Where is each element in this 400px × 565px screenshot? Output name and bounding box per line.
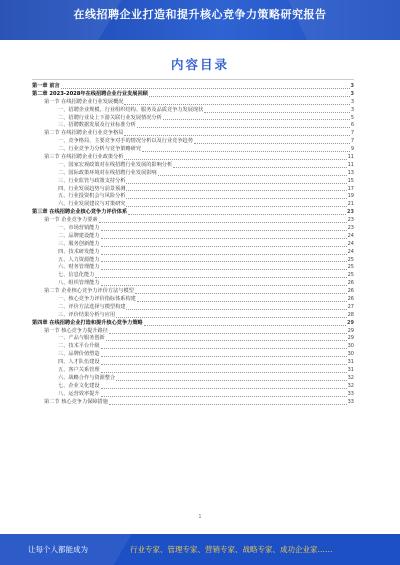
toc-leader-dots [101, 246, 347, 247]
table-of-contents [32, 83, 354, 407]
toc-entry-title: 三、招聘数据发展及行业标准分析 [58, 122, 136, 129]
toc-entry-page: 6 [350, 122, 354, 129]
toc-entry-title: 三、品牌价值塑造 [58, 351, 100, 358]
toc-entry-title: 二、品牌建设能力 [58, 232, 100, 239]
toc-entry-page: 32 [347, 382, 354, 389]
toc-entry-page: 3 [350, 98, 354, 105]
toc-entry-page: 31 [347, 367, 354, 374]
toc-entry[interactable] [32, 304, 354, 312]
page-header-banner [0, 0, 400, 40]
toc-leader-dots [126, 190, 346, 191]
toc-entry[interactable] [32, 312, 354, 320]
toc-entry[interactable] [32, 233, 354, 241]
toc-entry[interactable] [32, 170, 354, 178]
toc-entry[interactable] [32, 217, 354, 225]
toc-entry[interactable] [32, 209, 354, 217]
toc-leader-dots [101, 261, 347, 262]
toc-entry-page: 29 [347, 335, 354, 342]
toc-entry-title: 五、客户关系管理 [58, 367, 100, 374]
toc-leader-dots [109, 404, 347, 405]
toc-entry-title: 二、国际政策环境对在线招聘行业发展影响 [58, 169, 157, 176]
toc-entry-page: 27 [347, 303, 354, 310]
toc-leader-dots [116, 380, 347, 381]
toc-leader-dots [135, 293, 347, 294]
toc-heading: 内容目录 [170, 57, 229, 72]
toc-leader-dots [163, 119, 350, 120]
toc-entry[interactable] [32, 391, 354, 399]
toc-leader-dots [144, 325, 346, 326]
toc-leader-dots [126, 183, 346, 184]
toc-entry-title: 一、竞争格局、主要竞争对手的情况分析以及行业竞争趋势 [58, 138, 193, 145]
toc-entry-title: 第一节 在线招聘企业行业发展概况 [44, 98, 124, 105]
toc-entry-title: 六、财务管理能力 [58, 264, 100, 271]
toc-entry-title: 四、技术研发能力 [58, 248, 100, 255]
toc-entry-title: 第二章 2023-2028年在线招聘企业行业发展回顾 [32, 90, 148, 97]
toc-entry-title: 第三节 在线招聘企业行业政策分析 [44, 154, 124, 160]
toc-entry-page: 26 [347, 288, 354, 295]
toc-leader-dots [101, 372, 347, 373]
toc-entry-page: 25 [347, 272, 354, 279]
toc-leader-dots [126, 198, 346, 199]
toc-entry[interactable] [32, 91, 354, 99]
toc-entry[interactable] [32, 375, 354, 383]
toc-leader-dots [173, 167, 346, 168]
toc-entry-title: 二、评价方法选择与模型构建 [58, 303, 126, 310]
toc-leader-dots [101, 285, 347, 286]
toc-entry-page: 24 [347, 232, 354, 239]
toc-entry-title: 第二节 企业核心竞争力评价方法与模型 [44, 288, 134, 295]
toc-entry-page: 19 [347, 193, 354, 200]
toc-entry-title: 一、招聘企业规模、行业组织结构、服务及品质竞争力发展现状 [58, 106, 204, 113]
toc-leader-dots [101, 388, 347, 389]
toc-entry-title: 二、招聘行业及上下游关联行业发展情况分析 [58, 114, 162, 121]
toc-entry-title: 八、组织管理能力 [58, 280, 100, 287]
toc-entry-title: 五、行业投资机会与风险分析 [58, 193, 126, 200]
toc-leader-dots [99, 222, 347, 223]
toc-entry[interactable] [32, 280, 354, 288]
toc-entry-title: 六、行业发展建议与对策研究 [58, 201, 126, 208]
toc-entry-page: 28 [347, 311, 354, 318]
toc-leader-dots [124, 135, 349, 136]
toc-entry-page: 17 [347, 185, 354, 192]
toc-entry-page: 9 [350, 146, 354, 153]
toc-entry[interactable] [32, 99, 354, 107]
toc-entry-page: 26 [347, 280, 354, 287]
toc-leader-dots [142, 151, 350, 152]
toc-entry-page: 32 [347, 374, 354, 381]
toc-entry-title: 一、国家宏观政策对在线招聘行业发展的影响分析 [58, 161, 173, 168]
toc-entry-title: 一、核心竞争力评价指标体系构建 [58, 296, 136, 303]
toc-leader-dots [126, 309, 346, 310]
toc-leader-dots [101, 230, 347, 231]
toc-leader-dots [194, 143, 350, 144]
toc-entry-title: 三、行业监管与政策支持分析 [58, 177, 126, 184]
toc-entry-page: 23 [347, 209, 354, 216]
toc-entry-title: 二、行业竞争力分析与竞争策略研究 [58, 146, 142, 153]
toc-leader-dots [101, 254, 347, 255]
toc-entry[interactable] [32, 225, 354, 233]
toc-entry-page: 25 [347, 256, 354, 263]
toc-entry-title: 七、信息化能力 [58, 272, 95, 279]
toc-leader-dots [101, 364, 347, 365]
toc-entry[interactable] [32, 146, 354, 154]
toc-entry-page: 25 [347, 264, 354, 271]
toc-entry-title: 七、企业文化建设 [58, 382, 100, 389]
toc-leader-dots [106, 340, 347, 341]
toc-entry-page: 3 [350, 106, 354, 113]
toc-leader-dots [61, 88, 350, 89]
toc-entry-title: 四、人才队伍建设 [58, 359, 100, 366]
toc-entry-page: 7 [350, 130, 354, 137]
toc-leader-dots [128, 214, 346, 215]
toc-entry[interactable] [32, 359, 354, 367]
toc-entry-page: 7 [350, 138, 354, 145]
toc-leader-dots [109, 333, 347, 334]
toc-entry[interactable] [32, 249, 354, 257]
toc-entry-page: 3 [350, 90, 354, 97]
toc-entry[interactable] [32, 399, 354, 407]
toc-entry-page: 31 [347, 359, 354, 366]
toc-leader-dots [137, 127, 350, 128]
toc-entry-title: 第一节 企业竞争力要素 [44, 217, 98, 224]
toc-entry-title: 四、行业发展趋势与前景预测 [58, 185, 126, 192]
toc-entry[interactable] [32, 154, 354, 162]
toc-entry[interactable] [32, 241, 354, 249]
toc-entry-page: 24 [347, 240, 354, 247]
toc-leader-dots [101, 396, 347, 397]
toc-entry[interactable] [32, 83, 354, 91]
toc-leader-dots [101, 356, 347, 357]
toc-entry[interactable] [32, 107, 354, 115]
toc-entry-title: 第一节 核心竞争力提升路径 [44, 327, 108, 334]
toc-leader-dots [101, 348, 347, 349]
toc-entry-page: 23 [347, 225, 354, 232]
toc-entry-title: 三、服务创新能力 [58, 240, 100, 247]
toc-entry-page: 33 [347, 398, 354, 405]
toc-leader-dots [149, 96, 350, 97]
toc-entry-title: 第二节 在线招聘企业行业竞争格局 [44, 130, 124, 137]
toc-entry[interactable] [32, 383, 354, 391]
toc-entry-page: 11 [347, 154, 354, 160]
toc-entry[interactable] [32, 351, 354, 359]
toc-entry-page: 5 [350, 114, 354, 121]
toc-entry-title: 八、运营效率提升 [58, 390, 100, 397]
toc-entry-title: 一、市场营销能力 [58, 225, 100, 232]
toc-leader-dots [101, 238, 347, 239]
toc-entry-page: 21 [347, 201, 354, 208]
toc-entry-page: 26 [347, 296, 354, 303]
toc-entry-page: 3 [350, 82, 354, 89]
toc-entry-title: 第一章 前言 [32, 82, 60, 89]
toc-entry-page: 33 [347, 390, 354, 397]
footer-slogan: 让每个人都能成为 [28, 545, 88, 554]
toc-leader-dots [124, 159, 346, 160]
toc-entry-page: 29 [347, 327, 354, 334]
toc-entry-title: 第二节 核心竞争力保障措施 [44, 398, 108, 405]
toc-entry-page: 11 [347, 161, 354, 168]
toc-entry[interactable] [32, 367, 354, 375]
toc-leader-dots [204, 112, 350, 113]
toc-entry-page: 30 [347, 351, 354, 358]
toc-entry-title: 二、技术平台升级 [58, 343, 100, 350]
toc-entry[interactable] [32, 162, 354, 170]
toc-entry-title: 一、产品与服务创新 [58, 335, 105, 342]
toc-entry[interactable] [32, 138, 354, 146]
toc-entry-page: 30 [347, 343, 354, 350]
toc-leader-dots [95, 277, 346, 278]
toc-entry-page: 15 [347, 177, 354, 184]
toc-leader-dots [124, 104, 349, 105]
toc-entry[interactable] [32, 178, 354, 186]
toc-leader-dots [126, 206, 346, 207]
page-number: 1 [198, 514, 202, 520]
toc-leader-dots [101, 269, 347, 270]
page-footer-banner [0, 534, 400, 565]
toc-entry[interactable] [32, 320, 354, 328]
toc-leader-dots [116, 317, 347, 318]
toc-leader-dots [137, 301, 347, 302]
toc-entry-title: 三、评价结果分析与应用 [58, 311, 116, 318]
toc-entry-title: 第四章 在线招聘企业打造和提升核心竞争力策略 [32, 319, 143, 326]
toc-entry-title: 六、战略合作与资源整合 [58, 374, 116, 381]
toc-divider [32, 79, 354, 80]
toc-entry[interactable] [32, 296, 354, 304]
toc-entry-page: 13 [347, 169, 354, 176]
toc-leader-dots [158, 175, 347, 176]
toc-entry-page: 24 [347, 248, 354, 255]
report-title: 在线招聘企业打造和提升核心竞争力策略研究报告 [73, 8, 327, 21]
toc-entry[interactable] [32, 288, 354, 296]
toc-entry-title: 五、人力资源能力 [58, 256, 100, 263]
toc-entry-page: 29 [347, 319, 354, 326]
toc-entry-page: 23 [347, 217, 354, 224]
footer-tagline: 行业专家、管理专家、营销专家、战略专家、成功企业家…… [130, 545, 333, 554]
toc-entry-title: 第三章 在线招聘企业核心竞争力评价体系 [32, 209, 128, 216]
